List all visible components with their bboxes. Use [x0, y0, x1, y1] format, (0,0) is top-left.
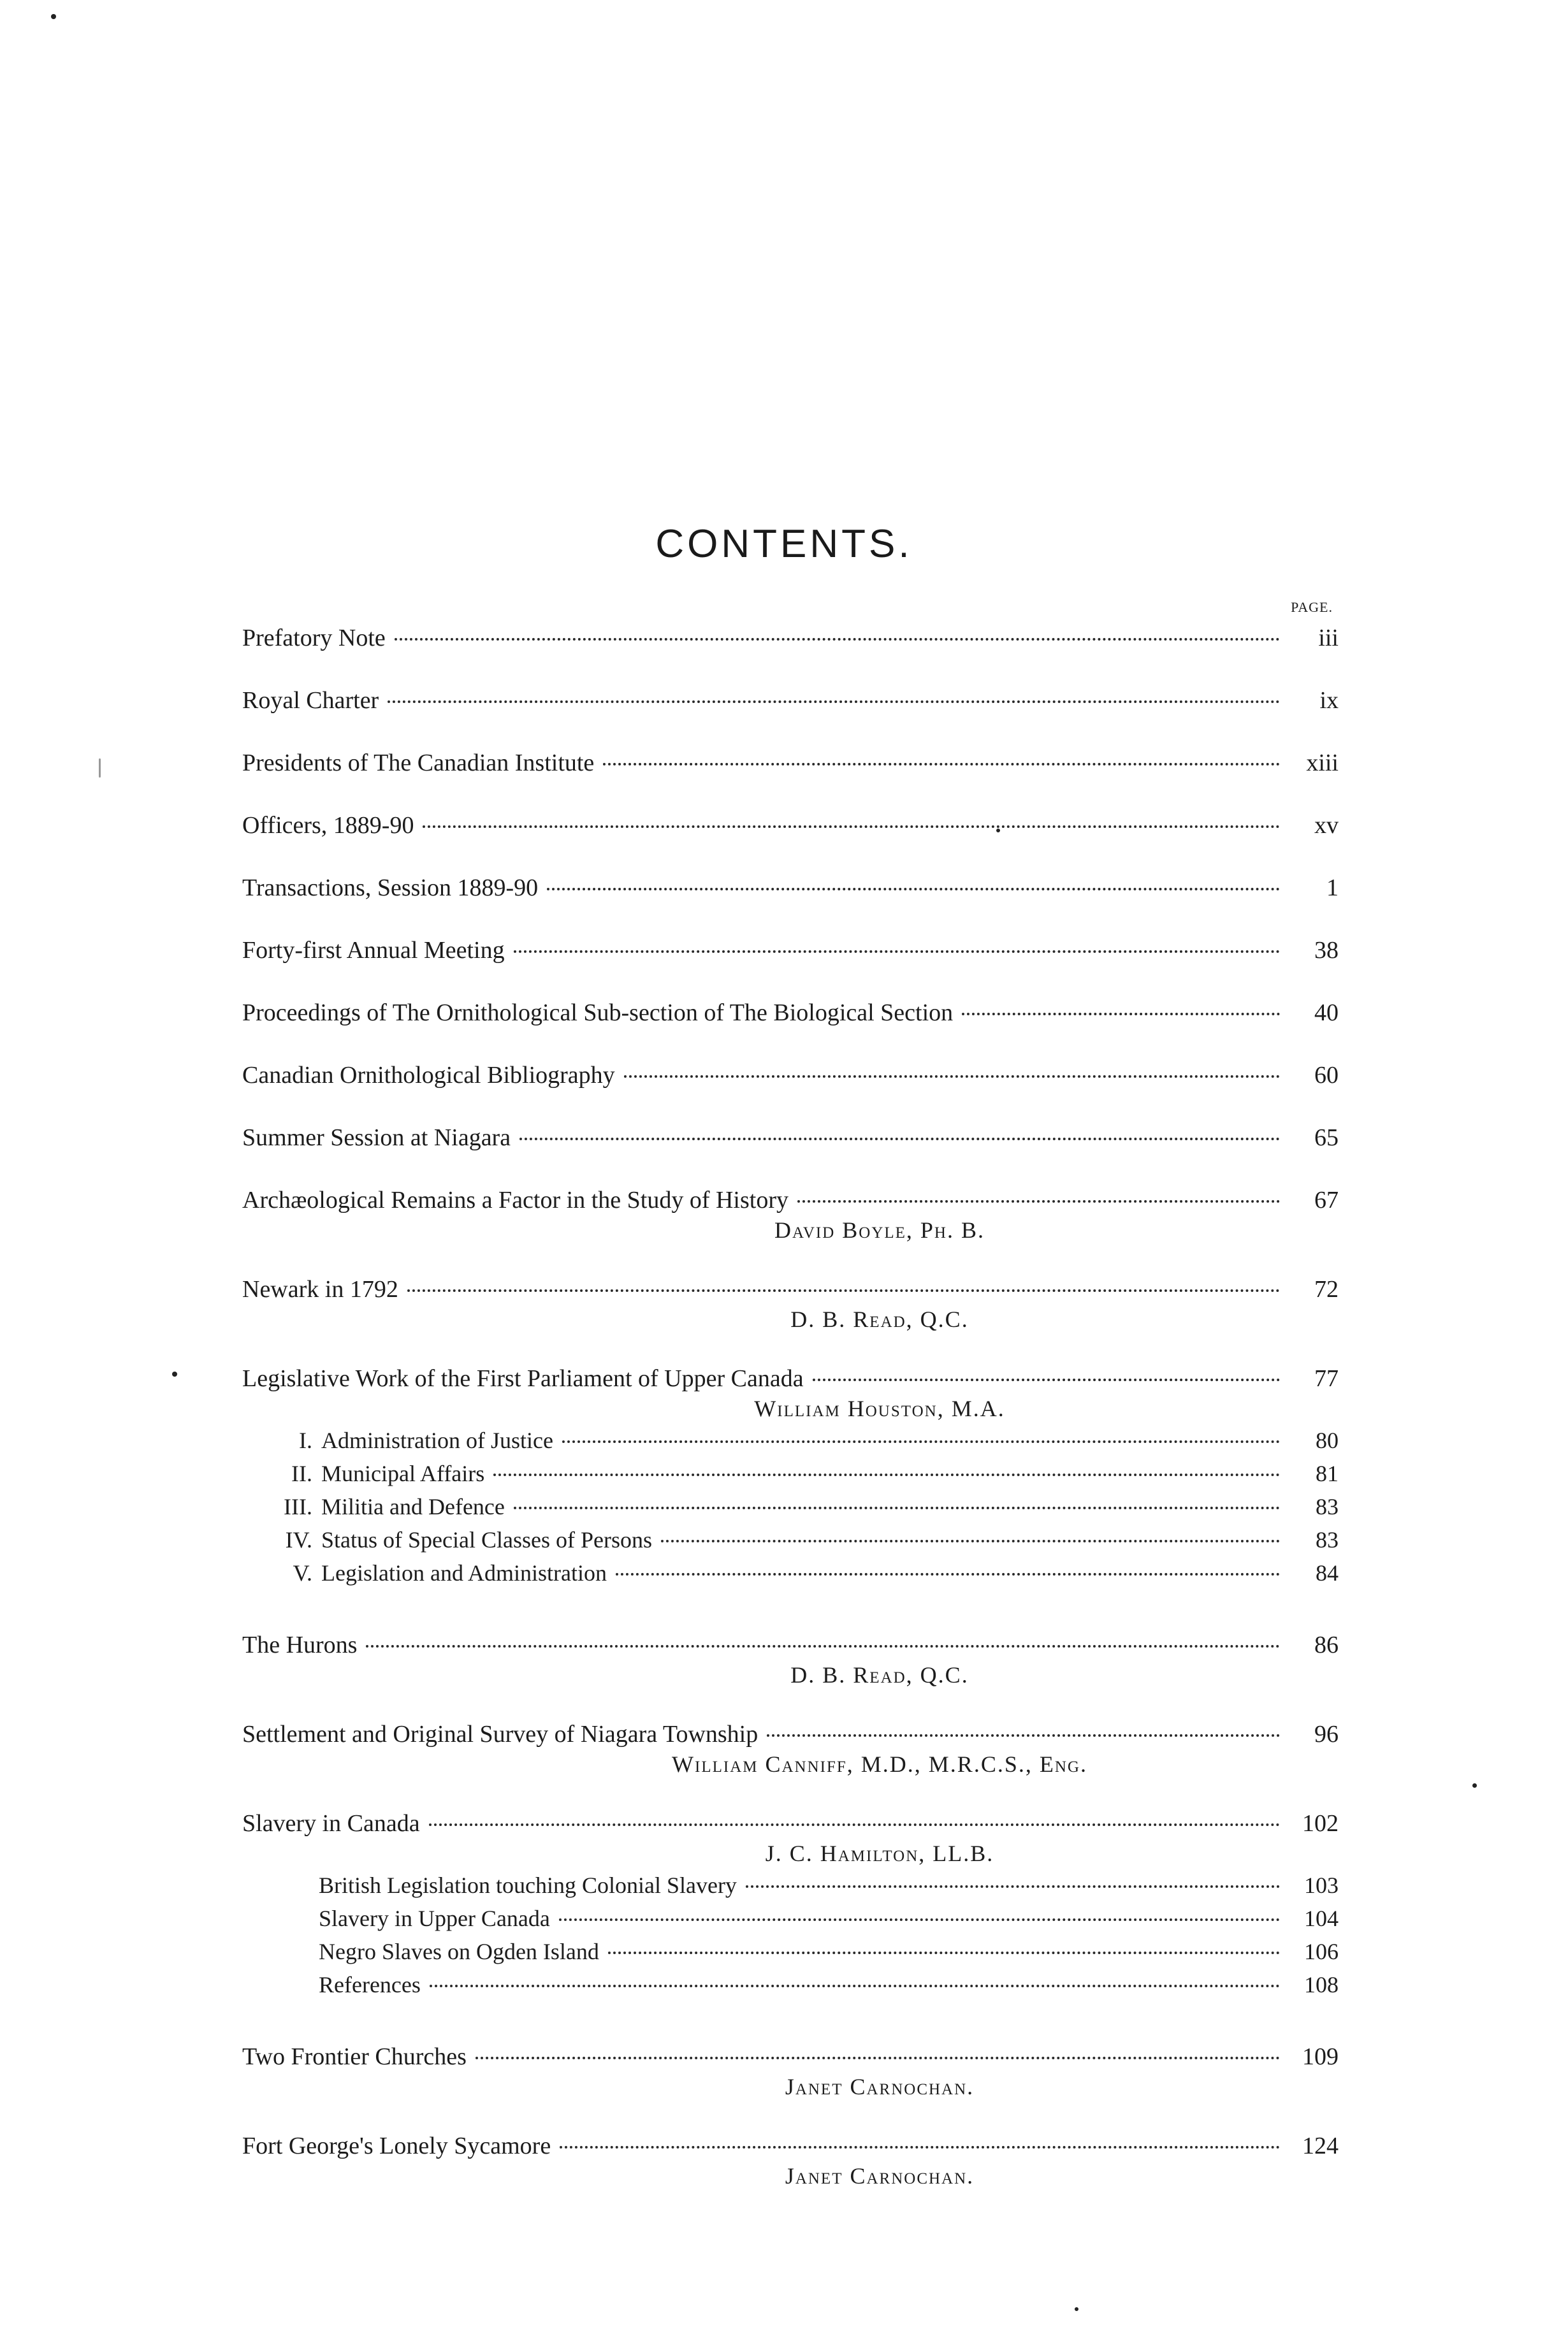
subentry-page: 108 [1304, 1972, 1339, 1997]
entry-page: 1 [1326, 874, 1339, 901]
toc-entry[interactable] [242, 2042, 1339, 2071]
page-title: CONTENTS. [655, 522, 913, 566]
toc-entry[interactable] [242, 936, 1339, 965]
entry-page: 67 [1314, 1187, 1339, 1214]
subentry-title: Legislation and Administration [321, 1560, 607, 1586]
entry-author: William Canniff, M.D., M.R.C.S., Eng. [672, 1751, 1087, 1777]
subentry-page: 80 [1316, 1428, 1339, 1453]
toc-entry[interactable] [242, 998, 1339, 1027]
subentry-page: 103 [1304, 1873, 1339, 1898]
entry-title: Canadian Ornithological Bibliography [242, 1062, 615, 1089]
subentry-title: Administration of Justice [321, 1428, 553, 1453]
entry-title: The Hurons [242, 1632, 358, 1658]
scan-speck [99, 758, 101, 778]
entry-title: Proceedings of The Ornithological Sub-section of The Biological Section [242, 999, 954, 1026]
entry-page: 124 [1302, 2133, 1339, 2159]
toc-entry[interactable] [242, 873, 1339, 902]
page-column-label: PAGE. [1291, 599, 1333, 615]
subentry-title: References [319, 1972, 421, 1997]
subentry-title: Negro Slaves on Ogden Island [319, 1939, 599, 1964]
toc-entry[interactable] [242, 1061, 1339, 1090]
subentry-page: 104 [1304, 1906, 1339, 1931]
entry-page: 96 [1314, 1721, 1339, 1748]
entry-page: 102 [1302, 1810, 1339, 1837]
toc-entry[interactable] [242, 623, 1339, 653]
dot-leader [962, 1013, 1280, 1015]
entry-title: Settlement and Original Survey of Niagara Township [242, 1721, 759, 1748]
entry-title: Archæological Remains a Factor in the Study of History [242, 1187, 788, 1214]
toc-entry[interactable] [242, 811, 1339, 840]
entry-title: Summer Session at Niagara [242, 1124, 511, 1151]
toc-subentry[interactable] [242, 1935, 1339, 1968]
entry-page: ix [1319, 687, 1339, 714]
entry-page: 109 [1302, 2043, 1339, 2070]
entry-author: D. B. Read, Q.C. [790, 1307, 969, 1332]
dot-leader [514, 1507, 1280, 1509]
dot-leader [559, 1918, 1280, 1921]
scan-speck [51, 14, 56, 19]
subentry-page: 83 [1316, 1494, 1339, 1519]
dot-leader [746, 1885, 1280, 1888]
dot-leader [767, 1734, 1280, 1737]
entry-title: Royal Charter [242, 687, 379, 714]
toc-subentry[interactable] [242, 1556, 1339, 1590]
toc-entry[interactable] [242, 1630, 1339, 1660]
dot-leader [366, 1645, 1280, 1648]
subentry-number: I. [299, 1428, 312, 1453]
subentry-page: 81 [1316, 1461, 1339, 1486]
toc-entry[interactable] [242, 2131, 1339, 2161]
entry-title: Prefatory Note [242, 625, 386, 651]
toc-subentry[interactable] [242, 1424, 1339, 1457]
entry-page: 65 [1314, 1124, 1339, 1151]
dot-leader [514, 950, 1280, 953]
dot-leader [797, 1200, 1280, 1203]
subentry-number: IV. [285, 1527, 312, 1553]
dot-leader [395, 638, 1280, 641]
scan-speck [1075, 2307, 1078, 2311]
toc-subentry[interactable] [242, 1869, 1339, 1902]
subentry-page: 83 [1316, 1527, 1339, 1553]
subentry-title: Municipal Affairs [321, 1461, 485, 1486]
dot-leader [475, 2057, 1280, 2059]
toc-entry[interactable] [242, 1720, 1339, 1749]
entry-page: 77 [1314, 1365, 1339, 1392]
entry-title: Fort George's Lonely Sycamore [242, 2133, 551, 2159]
entry-author: D. B. Read, Q.C. [790, 1662, 969, 1688]
entry-author: J. C. Hamilton, LL.B. [765, 1841, 994, 1866]
dot-leader [430, 1985, 1280, 1987]
table-of-contents [242, 623, 1339, 2191]
subentry-title: British Legislation touching Colonial Slavery [319, 1873, 737, 1898]
entry-title: Slavery in Canada [242, 1810, 420, 1837]
scan-speck [172, 1372, 177, 1377]
subentry-title: Militia and Defence [321, 1494, 505, 1519]
subentry-title: Status of Special Classes of Persons [321, 1527, 652, 1553]
entry-title: Two Frontier Churches [242, 2043, 467, 2070]
dot-leader [603, 763, 1280, 765]
toc-entry[interactable] [242, 1809, 1339, 1838]
toc-entry[interactable] [242, 1275, 1339, 1304]
entry-page: 60 [1314, 1062, 1339, 1089]
subentry-page: 106 [1304, 1939, 1339, 1964]
entry-author: David Boyle, Ph. B. [774, 1217, 985, 1243]
dot-leader [616, 1573, 1280, 1576]
toc-entry[interactable] [242, 1123, 1339, 1152]
dot-leader [813, 1379, 1280, 1381]
dot-leader [560, 2146, 1280, 2149]
entry-title: Officers, 1889-90 [242, 812, 414, 839]
entry-page: iii [1318, 625, 1339, 651]
toc-subentry[interactable] [242, 1523, 1339, 1556]
dot-leader [661, 1540, 1280, 1542]
entry-author: Janet Carnochan. [785, 2163, 975, 2189]
entry-page: xiii [1306, 750, 1339, 776]
entry-author: William Houston, M.A. [754, 1396, 1005, 1421]
toc-subentry[interactable] [242, 1902, 1339, 1935]
entry-page: 86 [1314, 1632, 1339, 1658]
dot-leader [429, 1823, 1280, 1826]
dot-leader [547, 888, 1280, 890]
subentry-page: 84 [1316, 1560, 1339, 1586]
subentry-number: III. [284, 1494, 312, 1519]
entry-page: 40 [1314, 999, 1339, 1026]
entry-title: Presidents of The Canadian Institute [242, 750, 595, 776]
entry-page: 72 [1314, 1276, 1339, 1303]
toc-entry[interactable] [242, 748, 1339, 778]
toc-entry[interactable] [242, 1185, 1339, 1215]
entry-title: Forty-first Annual Meeting [242, 937, 505, 964]
dot-leader [407, 1289, 1280, 1292]
dot-leader [519, 1138, 1280, 1140]
entry-title: Transactions, Session 1889-90 [242, 874, 539, 901]
toc-entry[interactable] [242, 1364, 1339, 1393]
toc-entry[interactable] [242, 686, 1339, 715]
dot-leader [388, 700, 1280, 703]
subentry-title: Slavery in Upper Canada [319, 1906, 550, 1931]
scan-speck [1472, 1783, 1477, 1788]
entry-page: 38 [1314, 937, 1339, 964]
entry-author: Janet Carnochan. [785, 2074, 975, 2099]
dot-leader [562, 1440, 1280, 1443]
entry-page: xv [1314, 812, 1339, 839]
entry-title: Legislative Work of the First Parliament of Upper Canada [242, 1365, 804, 1392]
toc-subentry[interactable] [242, 1968, 1339, 2001]
dot-leader [493, 1474, 1280, 1476]
dot-leader [423, 825, 1280, 828]
dot-leader [624, 1075, 1280, 1078]
subentry-number: II. [291, 1461, 312, 1486]
toc-subentry[interactable] [242, 1457, 1339, 1490]
entry-title: Newark in 1792 [242, 1276, 398, 1303]
subentry-number: V. [293, 1560, 312, 1586]
dot-leader [608, 1952, 1280, 1954]
toc-subentry[interactable] [242, 1490, 1339, 1523]
